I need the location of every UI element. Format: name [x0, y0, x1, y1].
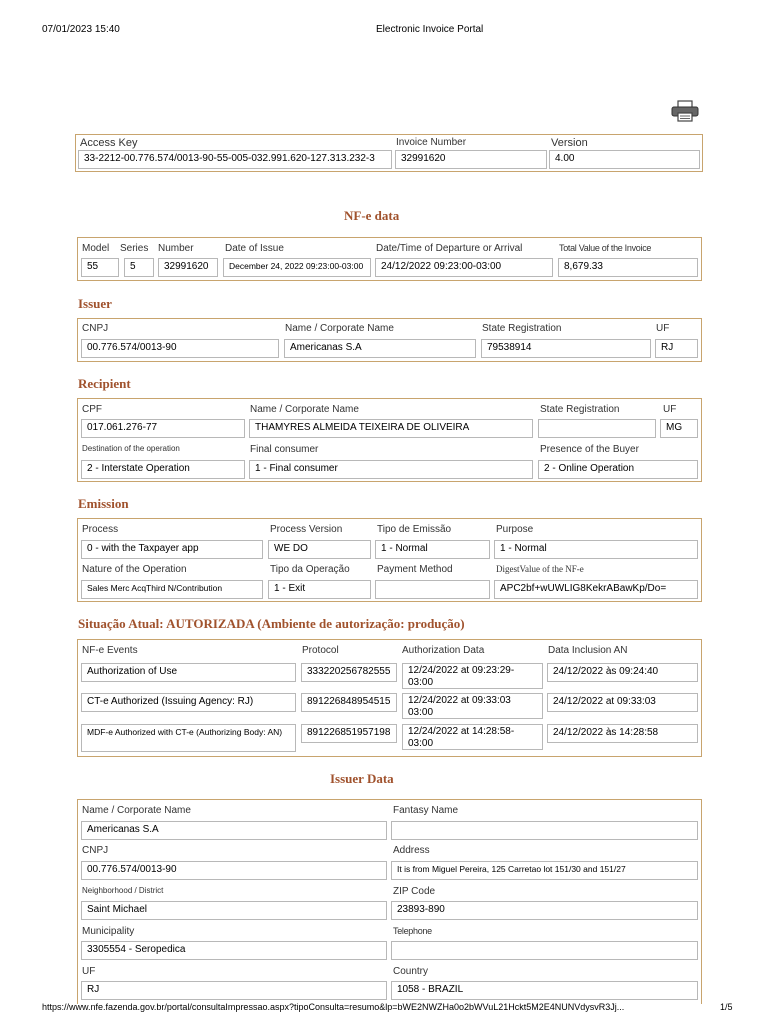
- event-auth-data: 12/24/2022 at 09:23:29-03:00: [402, 663, 543, 689]
- country-label: Country: [393, 966, 429, 977]
- municipality-value: 3305554 - Seropedica: [81, 941, 387, 960]
- tipo-operacao-value: 1 - Exit: [268, 580, 371, 599]
- nfe-data-title: NF-e data: [344, 208, 400, 223]
- recipient-cpf-label: CPF: [82, 404, 102, 415]
- process-value: 0 - with the Taxpayer app: [81, 540, 263, 559]
- nature-value: Sales Merc AcqThird N/Contribution: [81, 580, 263, 599]
- auth-data-label: Authorization Data: [402, 645, 485, 656]
- telephone-label: Telephone: [393, 926, 432, 936]
- series-value: 5: [124, 258, 154, 277]
- idata-cnpj-value: 00.776.574/0013-90: [81, 861, 387, 880]
- issuer-cnpj-label: CNPJ: [82, 323, 109, 334]
- process-label: Process: [82, 524, 119, 535]
- recipient-title: Recipient: [78, 376, 131, 391]
- recipient-cpf-value: 017.061.276-77: [81, 419, 245, 438]
- protocol-label: Protocol: [302, 645, 339, 656]
- total-value: 8,679.33: [558, 258, 698, 277]
- access-key-value: 33-2212-00.776.574/0013-90-55-005-032.991.620-127.313.232-3: [78, 150, 392, 169]
- event-name: CT-e Authorized (Issuing Agency: RJ): [81, 693, 296, 712]
- payment-value: [375, 580, 490, 599]
- zip-value: 23893-890: [391, 901, 698, 920]
- events-label: NF-e Events: [82, 645, 138, 656]
- issuer-name-label: Name / Corporate Name: [285, 323, 394, 334]
- issuer-state-reg-value: 79538914: [481, 339, 651, 358]
- issuer-name-value: Americanas S.A: [284, 339, 476, 358]
- zip-label: ZIP Code: [393, 886, 436, 897]
- purpose-label: Purpose: [496, 524, 534, 535]
- invoice-number-value: 32991620: [395, 150, 547, 169]
- event-protocol: 891226848954515: [301, 693, 397, 712]
- tipo-operacao-label: Tipo da Operação: [270, 564, 350, 575]
- print-datetime: 07/01/2023 15:40: [42, 24, 120, 35]
- digest-label: DigestValue of the NF-e: [496, 564, 584, 574]
- idata-name-label: Name / Corporate Name: [82, 805, 191, 816]
- page-title: Electronic Invoice Portal: [376, 24, 484, 35]
- idata-uf-label: UF: [82, 966, 96, 977]
- event-name: Authorization of Use: [81, 663, 296, 682]
- nature-label: Nature of the Operation: [82, 564, 187, 575]
- process-version-label: Process Version: [270, 524, 343, 535]
- digest-value: APC2bf+wUWLIG8KekrABawKp/Do=: [494, 580, 698, 599]
- page-number: 1/5: [720, 1002, 733, 1012]
- fantasy-value: [391, 821, 698, 840]
- issue-date-value: December 24, 2022 09:23:00-03:00: [223, 258, 371, 277]
- total-label: Total Value of the Invoice: [559, 243, 652, 253]
- series-label: Series: [120, 243, 149, 254]
- emission-title: Emission: [78, 496, 129, 511]
- event-auth-data: 12/24/2022 at 09:33:03 03:00: [402, 693, 543, 719]
- version-label: Version: [551, 137, 588, 149]
- issuer-uf-label: UF: [656, 323, 670, 334]
- destination-label: Destination of the operation: [82, 444, 180, 453]
- process-version-value: WE DO: [268, 540, 371, 559]
- tipo-emissao-label: Tipo de Emissão: [377, 524, 452, 535]
- invoice-number-label: Invoice Number: [396, 137, 467, 148]
- recipient-state-reg-label: State Registration: [540, 404, 620, 415]
- issuer-state-reg-label: State Registration: [482, 323, 562, 334]
- neighborhood-label: Neighborhood / District: [82, 886, 164, 895]
- issuer-data-title: Issuer Data: [330, 771, 394, 786]
- address-value: It is from Miguel Pereira, 125 Carretao lot 151/30 and 151/27: [391, 861, 698, 880]
- print-icon[interactable]: [670, 100, 700, 122]
- departure-label: Date/Time of Departure or Arrival: [376, 243, 523, 254]
- recipient-state-reg-value: [538, 419, 656, 438]
- purpose-value: 1 - Normal: [494, 540, 698, 559]
- departure-value: 24/12/2022 09:23:00-03:00: [375, 258, 553, 277]
- address-label: Address: [393, 845, 430, 856]
- tipo-emissao-value: 1 - Normal: [375, 540, 490, 559]
- final-consumer-value: 1 - Final consumer: [249, 460, 533, 479]
- event-name: MDF-e Authorized with CT-e (Authorizing Body: AN): [81, 724, 296, 752]
- issuer-cnpj-value: 00.776.574/0013-90: [81, 339, 279, 358]
- recipient-uf-label: UF: [663, 404, 677, 415]
- destination-value: 2 - Interstate Operation: [81, 460, 245, 479]
- event-inclusion: 24/12/2022 às 14:28:58: [547, 724, 698, 743]
- payment-label: Payment Method: [377, 564, 453, 575]
- presence-value: 2 - Online Operation: [538, 460, 698, 479]
- model-value: 55: [81, 258, 119, 277]
- status-title: Situação Atual: AUTORIZADA (Ambiente de autorização: produção): [78, 616, 465, 631]
- number-value: 32991620: [158, 258, 218, 277]
- event-protocol: 333220256782555: [301, 663, 397, 682]
- idata-uf-value: RJ: [81, 981, 387, 1000]
- recipient-uf-value: MG: [660, 419, 698, 438]
- model-label: Model: [82, 243, 110, 254]
- idata-name-value: Americanas S.A: [81, 821, 387, 840]
- page-url: https://www.nfe.fazenda.gov.br/portal/consultaImpressao.aspx?tipoConsulta=resumo&lp=bWE2NWZHa0o2bWVuL21Hckt5M2E4NUNVdysvR3Jj...: [42, 1002, 625, 1012]
- issuer-uf-value: RJ: [655, 339, 698, 358]
- telephone-value: [391, 941, 698, 960]
- issuer-title: Issuer: [78, 296, 112, 311]
- fantasy-label: Fantasy Name: [393, 805, 459, 816]
- event-inclusion: 24/12/2022 at 09:33:03: [547, 693, 698, 712]
- event-protocol: 891226851957198: [301, 724, 397, 743]
- idata-cnpj-label: CNPJ: [82, 845, 109, 856]
- presence-label: Presence of the Buyer: [540, 444, 639, 455]
- version-value: 4.00: [549, 150, 700, 169]
- inclusion-label: Data Inclusion AN: [548, 645, 628, 656]
- recipient-name-value: THAMYRES ALMEIDA TEIXEIRA DE OLIVEIRA: [249, 419, 533, 438]
- event-auth-data: 12/24/2022 at 14:28:58-03:00: [402, 724, 543, 750]
- recipient-name-label: Name / Corporate Name: [250, 404, 359, 415]
- final-consumer-label: Final consumer: [250, 444, 319, 455]
- neighborhood-value: Saint Michael: [81, 901, 387, 920]
- country-value: 1058 - BRAZIL: [391, 981, 698, 1000]
- issue-date-label: Date of Issue: [225, 243, 284, 254]
- event-inclusion: 24/12/2022 às 09:24:40: [547, 663, 698, 682]
- municipality-label: Municipality: [82, 926, 135, 937]
- access-key-label: Access Key: [80, 137, 138, 149]
- number-label: Number: [158, 243, 194, 254]
